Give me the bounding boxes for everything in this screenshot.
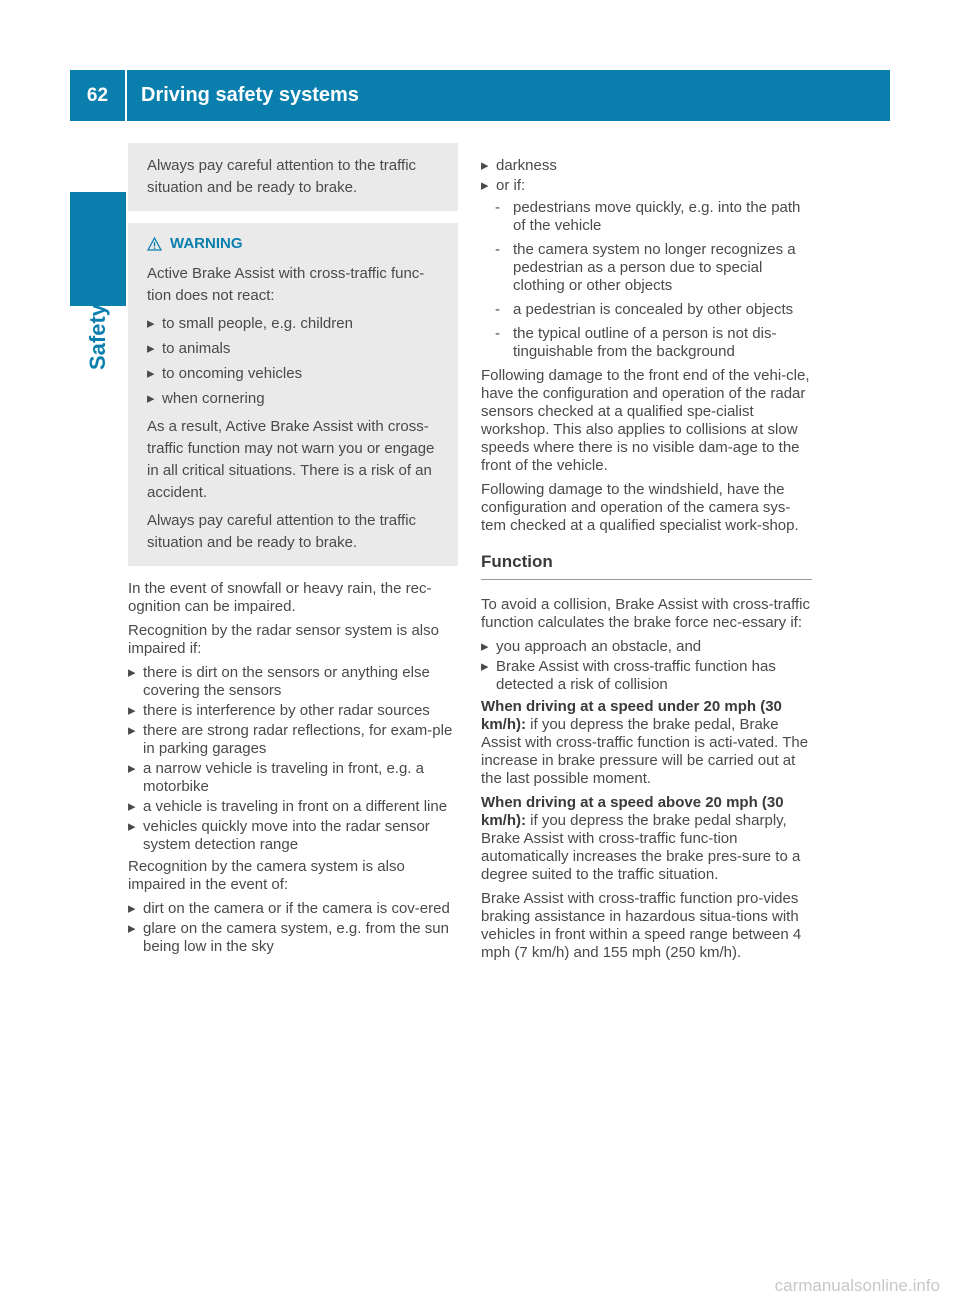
list-item: - a pedestrian is concealed by other objects — [495, 301, 794, 318]
list-item: ▸ there is dirt on the sensors or anything else covering the sensors — [128, 664, 430, 699]
warning-box — [128, 223, 458, 566]
page-header — [70, 70, 890, 121]
list-item: ▸ there are strong radar reflections, for exam-ple in parking garages — [128, 722, 453, 757]
list-item: ▸ a narrow vehicle is traveling in front, e.g. a motorbike — [128, 760, 424, 795]
section-heading: Driving safety systems — [141, 84, 359, 106]
list-item: ▸ glare on the camera system, e.g. from the sun being low in the sky — [128, 920, 449, 955]
list-item: ▸ to animals — [147, 340, 231, 357]
list-item: ▸ you approach an obstacle, and — [481, 638, 702, 655]
list-item: ▸ to small people, e.g. children — [147, 315, 353, 332]
camera-sub-list — [481, 199, 812, 361]
speed-under-label: When driving at a speed under 20 mph (30 km/h): — [481, 698, 782, 733]
list-item: ▸ darkness — [481, 157, 557, 174]
list-item: ▸ dirt on the camera or if the camera is cov-ered — [128, 900, 450, 917]
radar-impairment-list — [128, 664, 458, 854]
body-paragraph: In the event of snowfall or heavy rain, the rec-ognition can be impaired. — [128, 580, 432, 615]
body-paragraph: To avoid a collision, Brake Assist with cross-traffic function calculates the brake force nec-essary if: — [481, 596, 811, 631]
body-paragraph: Following damage to the front end of the vehi-cle, have the configuration and operation of the radar sensors checked at a qualified spe-cialist workshop. This also applies to collisions at slow speeds where there is no visible dam-age to the front of the vehicle. — [481, 367, 810, 474]
list-item: ▸ there is interference by other radar sources — [128, 702, 430, 719]
side-tab-marker — [70, 192, 126, 306]
speed-above-label: When driving at a speed above 20 mph (30 km/h): — [481, 794, 784, 829]
warning-triangle-icon — [147, 237, 162, 251]
list-item: - the typical outline of a person is not dis-tinguishable from the background — [495, 325, 777, 360]
list-item: ▸ to oncoming vehicles — [147, 365, 303, 382]
warning-list — [147, 313, 446, 410]
warning-heading — [147, 235, 446, 253]
right-column — [481, 153, 812, 968]
warning-label: WARNING — [170, 235, 243, 252]
body-paragraph: Brake Assist with cross-traffic function pro-vides braking assistance in hazardous situa-tions with vehicles in front within a speed range between 4 mph (7 km/h) and 155 mph (250 km/h). — [481, 890, 802, 961]
list-item: ▸ vehicles quickly move into the radar sensor system detection range — [128, 818, 430, 853]
speed-under-paragraph: When driving at a speed under 20 mph (30 km/h): if you depress the brake pedal, Brake Assist with cross-traffic function is acti-vated. The increase in brake pressure will be carried out at the last possible moment. — [481, 698, 809, 787]
list-item: ▸ or if: — [481, 177, 526, 194]
list-item: ▸ when cornering — [147, 390, 265, 407]
notice-text: Always pay careful attention to the traffic situation and be ready to brake. — [147, 157, 417, 196]
function-heading: Function — [481, 553, 812, 580]
camera-impairment-list — [128, 900, 458, 956]
side-tab-label: Safety — [85, 303, 110, 371]
list-item: - the camera system no longer recognizes a pedestrian as a person due to special clothing or other objects — [495, 241, 796, 294]
watermark: carmanualsonline.info — [774, 1276, 940, 1295]
body-paragraph: Recognition by the camera system is also impaired in the event of: — [128, 858, 405, 893]
notice-box — [128, 143, 458, 211]
body-paragraph: Recognition by the radar sensor system is also impaired if: — [128, 622, 439, 657]
body-paragraph: Following damage to the windshield, have the configuration and operation of the camera sys-tem checked at a qualified specialist work-shop. — [481, 481, 799, 534]
list-item: - pedestrians move quickly, e.g. into the path of the vehicle — [495, 199, 801, 234]
warning-intro: Active Brake Assist with cross-traffic func-tion does not react: — [147, 265, 425, 304]
function-condition-list — [481, 638, 812, 694]
camera-condition-list — [481, 157, 812, 195]
page-number: 62 — [86, 85, 109, 106]
speed-above-paragraph: When driving at a speed above 20 mph (30 km/h): if you depress the brake pedal sharply, Brake Assist with cross-traffic func-tion automatically increases the brake pres-sure to a degree suited to the traffic situation. — [481, 794, 801, 883]
list-item: ▸ Brake Assist with cross-traffic function has detected a risk of collision — [481, 658, 776, 693]
list-item: ▸ a vehicle is traveling in front on a different line — [128, 798, 448, 815]
warning-paragraph: Always pay careful attention to the traffic situation and be ready to brake. — [147, 512, 417, 551]
header-divider — [125, 70, 127, 121]
left-column — [128, 143, 458, 960]
warning-paragraph: As a result, Active Brake Assist with cross-traffic function may not warn you or engage in all critical situations. There is a risk of an accident. — [147, 418, 435, 501]
